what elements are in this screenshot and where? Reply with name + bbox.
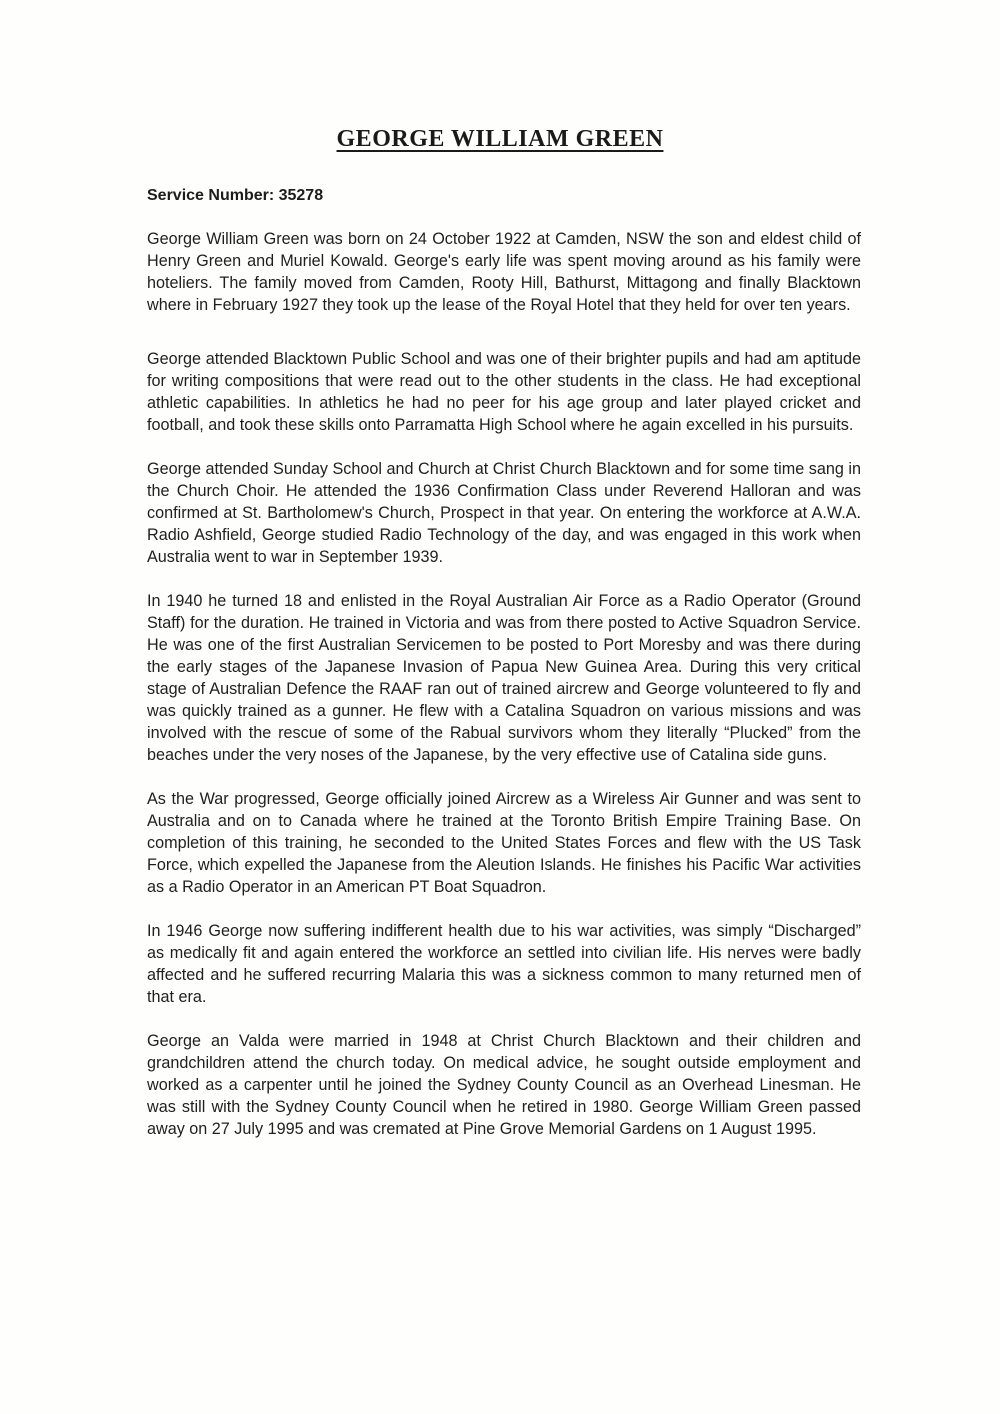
paragraph-church-and-work: George attended Sunday School and Church at Christ Church Blacktown and for some time sang in the Church Choir. He attended the 1936 Confirmation Class under Reverend Halloran and was confirmed at St. Bartholomew's Church, Prospect in that year. On entering the workforce at A.W.A. Radio Ashfield, George studied Radio Technology of the day, and was engaged in this work when Australia went to war in September 1939. (147, 460, 861, 566)
paragraph-aircrew: As the War progressed, George officially joined Aircrew as a Wireless Air Gunner and was sent to Australia and on to Canada where he trained at the Toronto British Empire Training Base. On completion of this training, he seconded to the United States Forces and flew with the US Task Force, which expelled the Japanese from the Aleution Islands. He finishes his Pacific War activities as a Radio Operator in an American PT Boat Squadron. (147, 790, 861, 896)
document-body (147, 228, 861, 1162)
paragraph-early-life: George William Green was born on 24 October 1922 at Camden, NSW the son and eldest child of Henry Green and Muriel Kowald. George's early life was spent moving around as his family were hoteliers. The family moved from Camden, Rooty Hill, Bathurst, Mittagong and finally Blacktown where in February 1927 they took up the lease of the Royal Hotel that they held for over ten years. (147, 230, 861, 314)
document-title: GEORGE WILLIAM GREEN (336, 126, 664, 152)
paragraph-raaf-service: In 1940 he turned 18 and enlisted in the Royal Australian Air Force as a Radio Operator (Ground Staff) for the duration. He trained in Victoria and was from there posted to Active Squadron Service. He was one of the first Australian Servicemen to be posted to Port Moresby and was there during the early stages of the Japanese Invasion of Papua New Guinea Area. During this very critical stage of Australian Defence the RAAF ran out of trained aircrew and George volunteered to fly and was quickly trained as a gunner. He flew with a Catalina Squadron on various missions and was involved with the rescue of some of the Rabual survivors whom they literally “Plucked” from the beaches under the very noses of the Japanese, by the very effective use of Catalina side guns. (147, 592, 861, 764)
paragraph-schooling: George attended Blacktown Public School and was one of their brighter pupils and had am aptitude for writing compositions that were read out to the other students in the class. He had exceptional athletic capabilities. In athletics he had no peer for his age group and later played cricket and football, and took these skills onto Parramatta High School where he again excelled in his pursuits. (147, 350, 861, 434)
service-number: Service Number: 35278 (147, 187, 324, 204)
paragraph-later-life: George an Valda were married in 1948 at Christ Church Blacktown and their children and grandchildren attend the church today. On medical advice, he sought outside employment and worked as a carpenter until he joined the Sydney County Council as an Overhead Linesman. He was still with the Sydney County Council when he retired in 1980. George William Green passed away on 27 July 1995 and was cremated at Pine Grove Memorial Gardens on 1 August 1995. (147, 1032, 861, 1138)
paragraph-discharge: In 1946 George now suffering indifferent health due to his war activities, was simply “Discharged” as medically fit and again entered the workforce an settled into civilian life. His nerves were badly affected and he suffered recurring Malaria this was a sickness common to many returned men of that era. (147, 922, 861, 1006)
